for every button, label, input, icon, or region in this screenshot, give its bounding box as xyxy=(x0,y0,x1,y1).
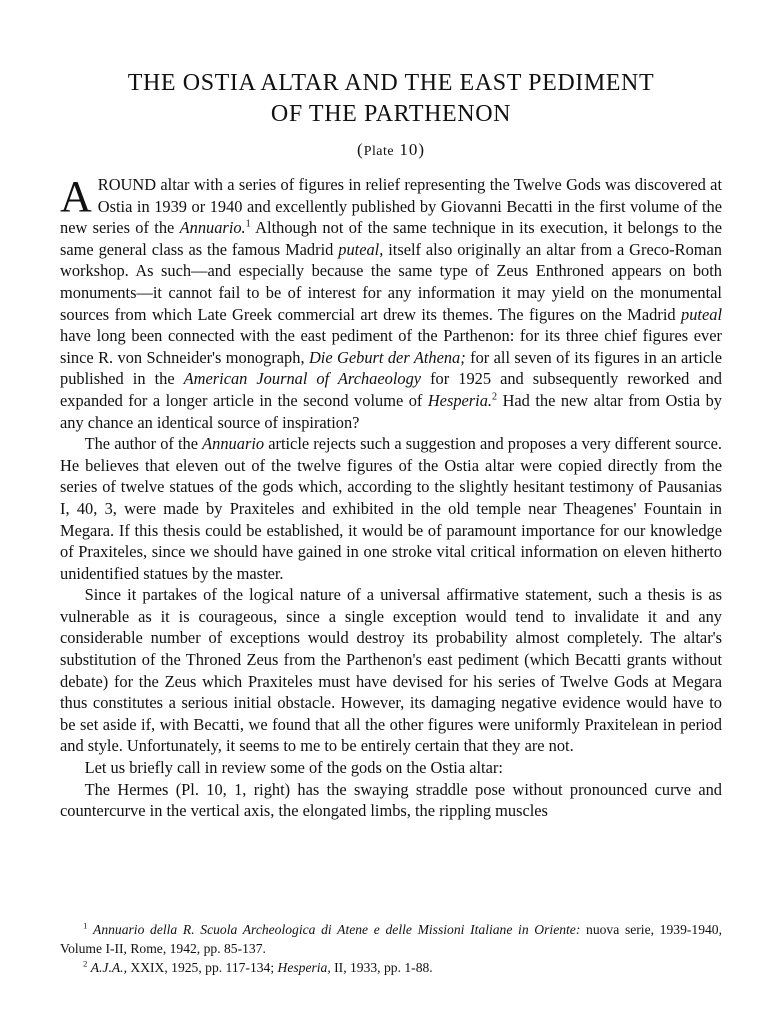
paragraph-5: The Hermes (Pl. 10, 1, right) has the swaying straddle pose without pronounced curve and countercurve in the vertical axis, the elongated limbs, the rippling muscles xyxy=(60,779,722,821)
footnote-ref-2: 2 xyxy=(492,391,498,403)
footnote-2: $^2$ A.J.A., XXIX, 1925, pp. 117-134; Hesperia, II, 1933, pp. 1-88. xyxy=(83,958,433,975)
title-line-1: THE OSTIA ALTAR AND THE EAST PEDIMENT xyxy=(127,70,655,96)
article-title xyxy=(60,68,722,130)
paragraph-4: Let us briefly call in review some of the gods on the Ostia altar: xyxy=(84,758,503,778)
plate-number: 10) xyxy=(399,140,425,159)
footnotes xyxy=(60,920,722,977)
plate-word: Plate xyxy=(363,144,395,159)
footnote-ref-1: 1 xyxy=(245,218,251,230)
title-line-2: OF THE PARTHENON xyxy=(270,101,512,127)
drop-cap: A xyxy=(60,172,92,221)
paragraph-3: Since it partakes of the logical nature of a universal affirmative statement, such a thesis is as vulnerable as it is courageous, since a single exception would tend to invalidate it and any considerable number of exceptions would destroy its probability almost completely. The altar's substitution of the Throned Zeus from the Parthenon's east pediment (which Becatti grants without debate) for the Zeus which Praxiteles must have devised for his series of Twelve Gods at Megara thus constitutes a serious initial obstacle. However, its damaging negative evidence would have to be set aside if, with Becatti, we found that all the other figures were uniformly Praxitelean in period and style. Unfortunately, it seems to me to be entirely certain that they are not. xyxy=(60,585,722,756)
paragraph-2: The author of the Annuario article rejects such a suggestion and proposes a very different source. He believes that eleven out of the twelve figures of the Ostia altar were copied directly from the series of twelve statues of the gods which, according to the slightly hesitant testimony of Pausanias I, 40, 3, were made by Praxiteles and exhibited in the old temple near Theagenes' Fountain in Megara. If this thesis could be established, it would be of paramount importance for our knowledge of Praxiteles, since we should have gained in one stroke vital critical information on eleven hitherto unidentified statues by the master. xyxy=(60,434,722,583)
plate-reference: (Plate 10) xyxy=(357,140,425,159)
paragraph-1: AROUND altar with a series of figures in relief representing the Twelve Gods was discovered at Ostia in 1939 or 1940 and excellently published by Giovanni Becatti in the first volume of the new series of the Annuario.$^1$ Although not of the same technique in its execution, it belongs to the same general class as the famous Madrid puteal, itself also originally an altar from a Greco-Roman workshop. As such—and especially because the same type of Zeus Enthroned appears on both monuments—it cannot fail to be of interest for any information it may yield on the monumental sources from which Late Greek commercial art drew its themes. The figures on the Madrid puteal have long been connected with the east pediment of the Parthenon: for its three chief figures ever since R. von Schneider's monograph, Die Geburt der Athena; for all seven of its figures in an article published in the American Journal of Archaeology for 1925 and subsequently reworked and expanded for a longer article in the second volume of Hesperia.$^2$ Had the new altar from Ostia by any chance an identical source of inspiration? xyxy=(60,172,723,432)
article-body xyxy=(60,174,722,822)
footnote-1: $^1$ Annuario della R. Scuola Archeologica di Atene e delle Missioni Italiane in Oriente: nuova serie, 1939-1940, Volume I-II, Rome, 1942, pp. 85-137. xyxy=(60,920,722,956)
